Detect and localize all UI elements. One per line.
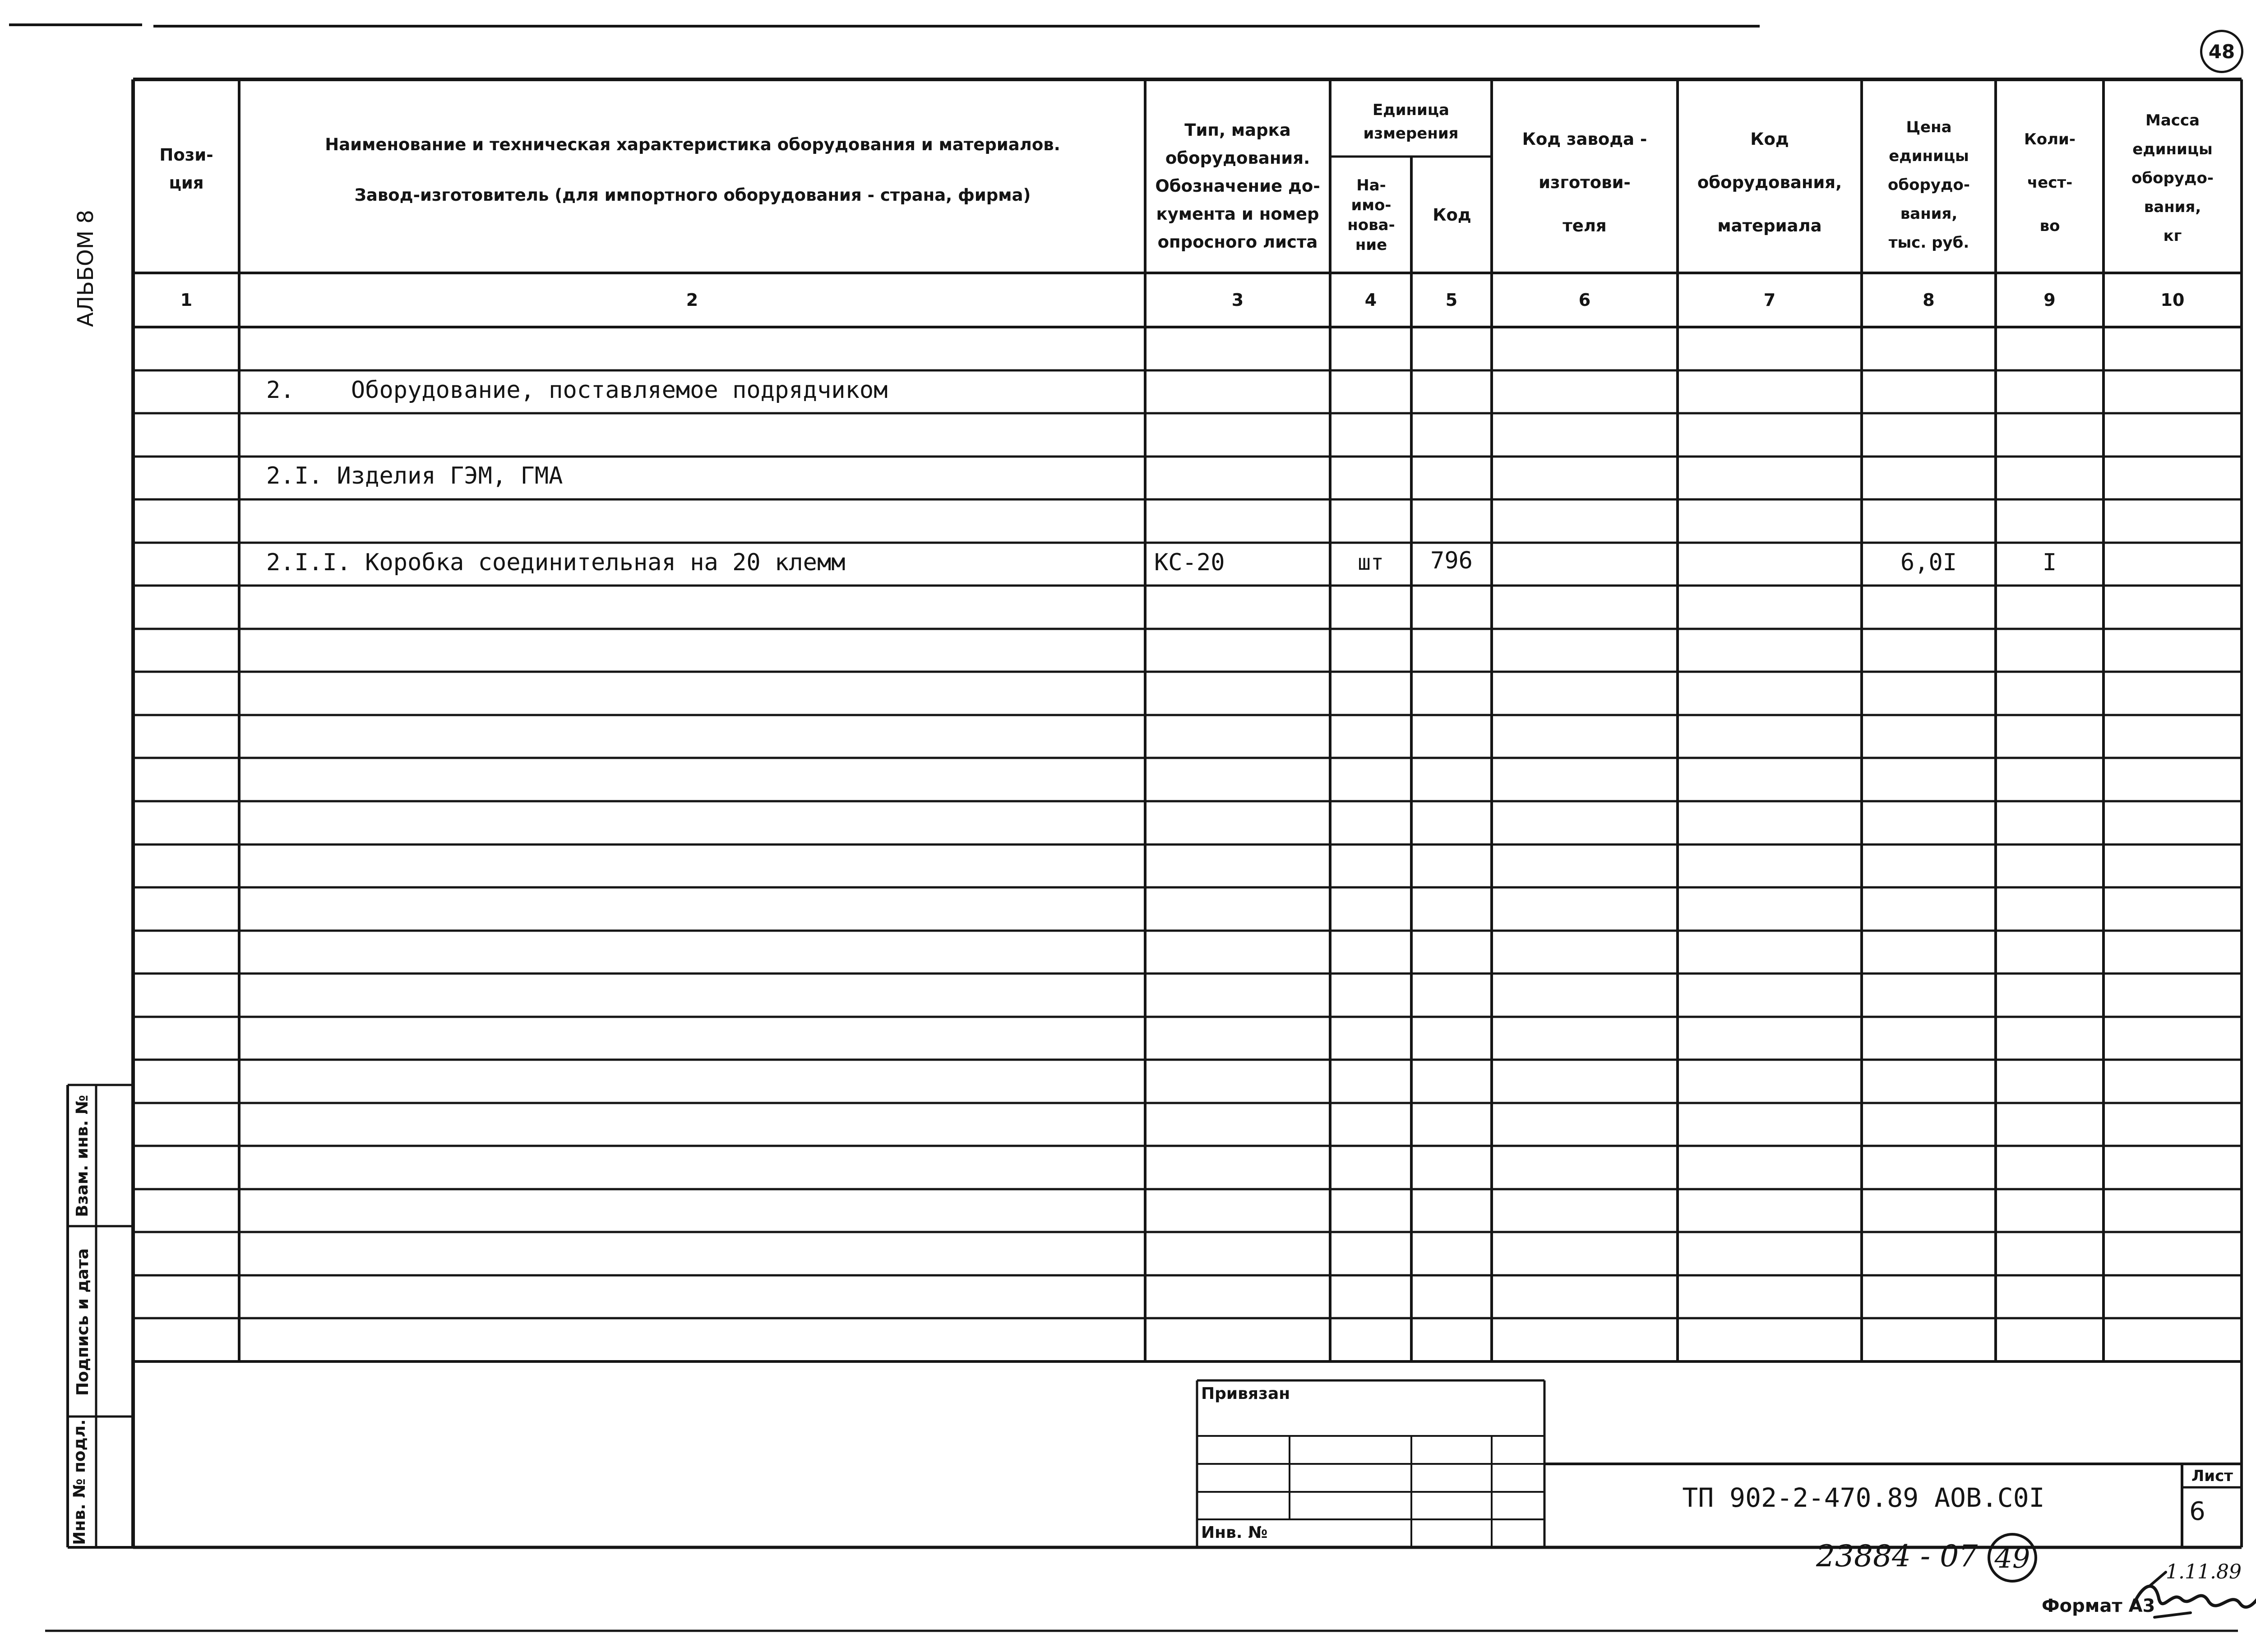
column-number-text: 1 — [180, 290, 193, 310]
header-quantity-line-2: чест- — [2027, 174, 2073, 192]
stamp-inv-podl-text: Инв. № подл. — [70, 1419, 89, 1545]
stamp-signature-date — [0, 1248, 177, 1396]
header-mass-line-1: Масса — [2145, 111, 2200, 129]
header-equipment-code-line-3: материала — [1717, 216, 1822, 235]
header-plant-code — [1493, 115, 1676, 250]
stamp-privyazan: Привязан — [1201, 1384, 1290, 1403]
item-unit: шт — [1358, 550, 1384, 575]
stamp-vzam-inv-text: Взам. инв. № — [73, 1094, 92, 1217]
column-number — [1331, 275, 1410, 325]
document-code: ТП 902-2-470.89 АОВ.С0I — [1682, 1482, 2045, 1513]
column-number-text: 8 — [1923, 290, 1935, 310]
column-number — [1493, 275, 1676, 325]
header-unit-group — [1332, 92, 1490, 151]
header-price-line-4: вания, — [1900, 205, 1958, 223]
header-type-line-4: кумента и номер — [1156, 204, 1319, 224]
column-number — [1997, 275, 2102, 325]
header-price-line-1: Цена — [1906, 118, 1952, 136]
header-plant-code-line-3: теля — [1563, 216, 1607, 235]
item-quantity: I — [2042, 549, 2057, 576]
stamp-signature-date-text: Подпись и дата — [73, 1248, 92, 1396]
header-mass-line-2: единицы — [2132, 140, 2213, 158]
column-number-text: 5 — [1445, 290, 1458, 310]
header-equipment-code-line-1: Код — [1750, 129, 1789, 149]
header-type — [1147, 103, 1328, 270]
stamp-inv-podl — [14, 1419, 145, 1545]
header-price — [1863, 106, 1994, 264]
header-plant-code-line-2: изготови- — [1539, 173, 1631, 192]
column-number — [1863, 275, 1994, 325]
header-name-line-1: Наименование и техническая характеристика оборудования и материалов. — [325, 135, 1060, 154]
item-type: КС-20 — [1154, 549, 1225, 576]
column-number-text: 9 — [2043, 290, 2056, 310]
header-type-line-2: оборудования. — [1165, 148, 1310, 168]
stamp-vzam-inv — [14, 1094, 150, 1217]
column-number-text: 3 — [1231, 290, 1244, 310]
header-unit-name-line-4: ние — [1355, 236, 1387, 254]
header-price-line-5: тыс. руб. — [1888, 234, 1969, 252]
header-unit-group-line-2: измерения — [1363, 125, 1459, 143]
header-position-line-2: ция — [169, 173, 204, 193]
column-number-text: 10 — [2160, 290, 2185, 310]
stamp-inv-number: Инв. № — [1201, 1523, 1268, 1542]
header-quantity — [1997, 115, 2102, 250]
signature-date: 1.11.89 — [2166, 1560, 2242, 1583]
header-type-line-1: Тип, марка — [1184, 120, 1291, 140]
section-title: 2. Оборудование, поставляемое подрядчиком — [266, 377, 888, 404]
item-name: 2.I.I. Коробка соединительная на 20 клемм — [266, 549, 846, 576]
subsection-title: 2.I. Изделия ГЭМ, ГМА — [266, 462, 563, 489]
column-number-text: 4 — [1364, 290, 1377, 310]
column-number-text: 2 — [686, 290, 698, 310]
header-position-line-1: Пози- — [159, 145, 213, 165]
header-unit-name-line-3: нова- — [1347, 216, 1395, 234]
sheet-label: Лист — [2191, 1467, 2233, 1485]
sheet-number: 6 — [2189, 1496, 2205, 1526]
item-price: 6,0I — [1900, 549, 1957, 576]
header-unit-code-text: Код — [1433, 205, 1471, 225]
header-type-line-3: Обозначение до- — [1155, 176, 1320, 196]
header-equipment-code — [1679, 115, 1860, 250]
page-number-text: 48 — [2208, 40, 2235, 63]
header-plant-code-line-1: Код завода - — [1522, 129, 1647, 149]
header-unit-name-line-2: имо- — [1351, 196, 1392, 214]
page-number — [2200, 30, 2243, 73]
column-number — [240, 275, 1144, 325]
header-price-line-3: оборудо- — [1888, 176, 1970, 194]
format-label: Формат А3 — [2042, 1596, 2155, 1616]
column-number — [1146, 275, 1329, 325]
header-mass-line-4: вания, — [2144, 198, 2201, 216]
header-unit-group-line-1: Единица — [1373, 101, 1449, 119]
header-position — [134, 90, 238, 248]
header-quantity-line-1: Коли- — [2024, 130, 2076, 148]
header-unit-name-line-1: На- — [1356, 176, 1386, 194]
album-label-text: АЛЬБОМ 8 — [73, 210, 98, 327]
header-type-line-5: опросного листа — [1157, 232, 1318, 252]
column-number — [2105, 275, 2240, 325]
header-mass-line-5: кг — [2163, 227, 2182, 245]
signature-image — [2123, 1559, 2256, 1626]
header-equipment-code-line-2: оборудования, — [1697, 173, 1842, 192]
item-unit-code: 796 — [1430, 547, 1473, 574]
header-name — [244, 120, 1142, 210]
header-mass — [2105, 99, 2240, 257]
archive-circle-number — [1988, 1533, 2037, 1583]
archive-circle-number-text: 49 — [1994, 1541, 2030, 1574]
header-unit-name — [1332, 159, 1410, 272]
header-name-line-2: Завод-изготовитель (для импортного оборудования - страна, фирма) — [354, 185, 1031, 205]
column-number — [134, 275, 238, 325]
column-number — [1413, 275, 1490, 325]
column-number — [1679, 275, 1860, 325]
archive-number: 23884 - 07 — [1816, 1539, 1978, 1574]
column-number-text: 6 — [1578, 290, 1591, 310]
header-quantity-line-3: во — [2039, 217, 2060, 235]
column-number-text: 7 — [1763, 290, 1776, 310]
header-unit-code — [1413, 159, 1491, 272]
header-mass-line-3: оборудо- — [2131, 169, 2214, 187]
header-price-line-2: единицы — [1889, 147, 1969, 165]
